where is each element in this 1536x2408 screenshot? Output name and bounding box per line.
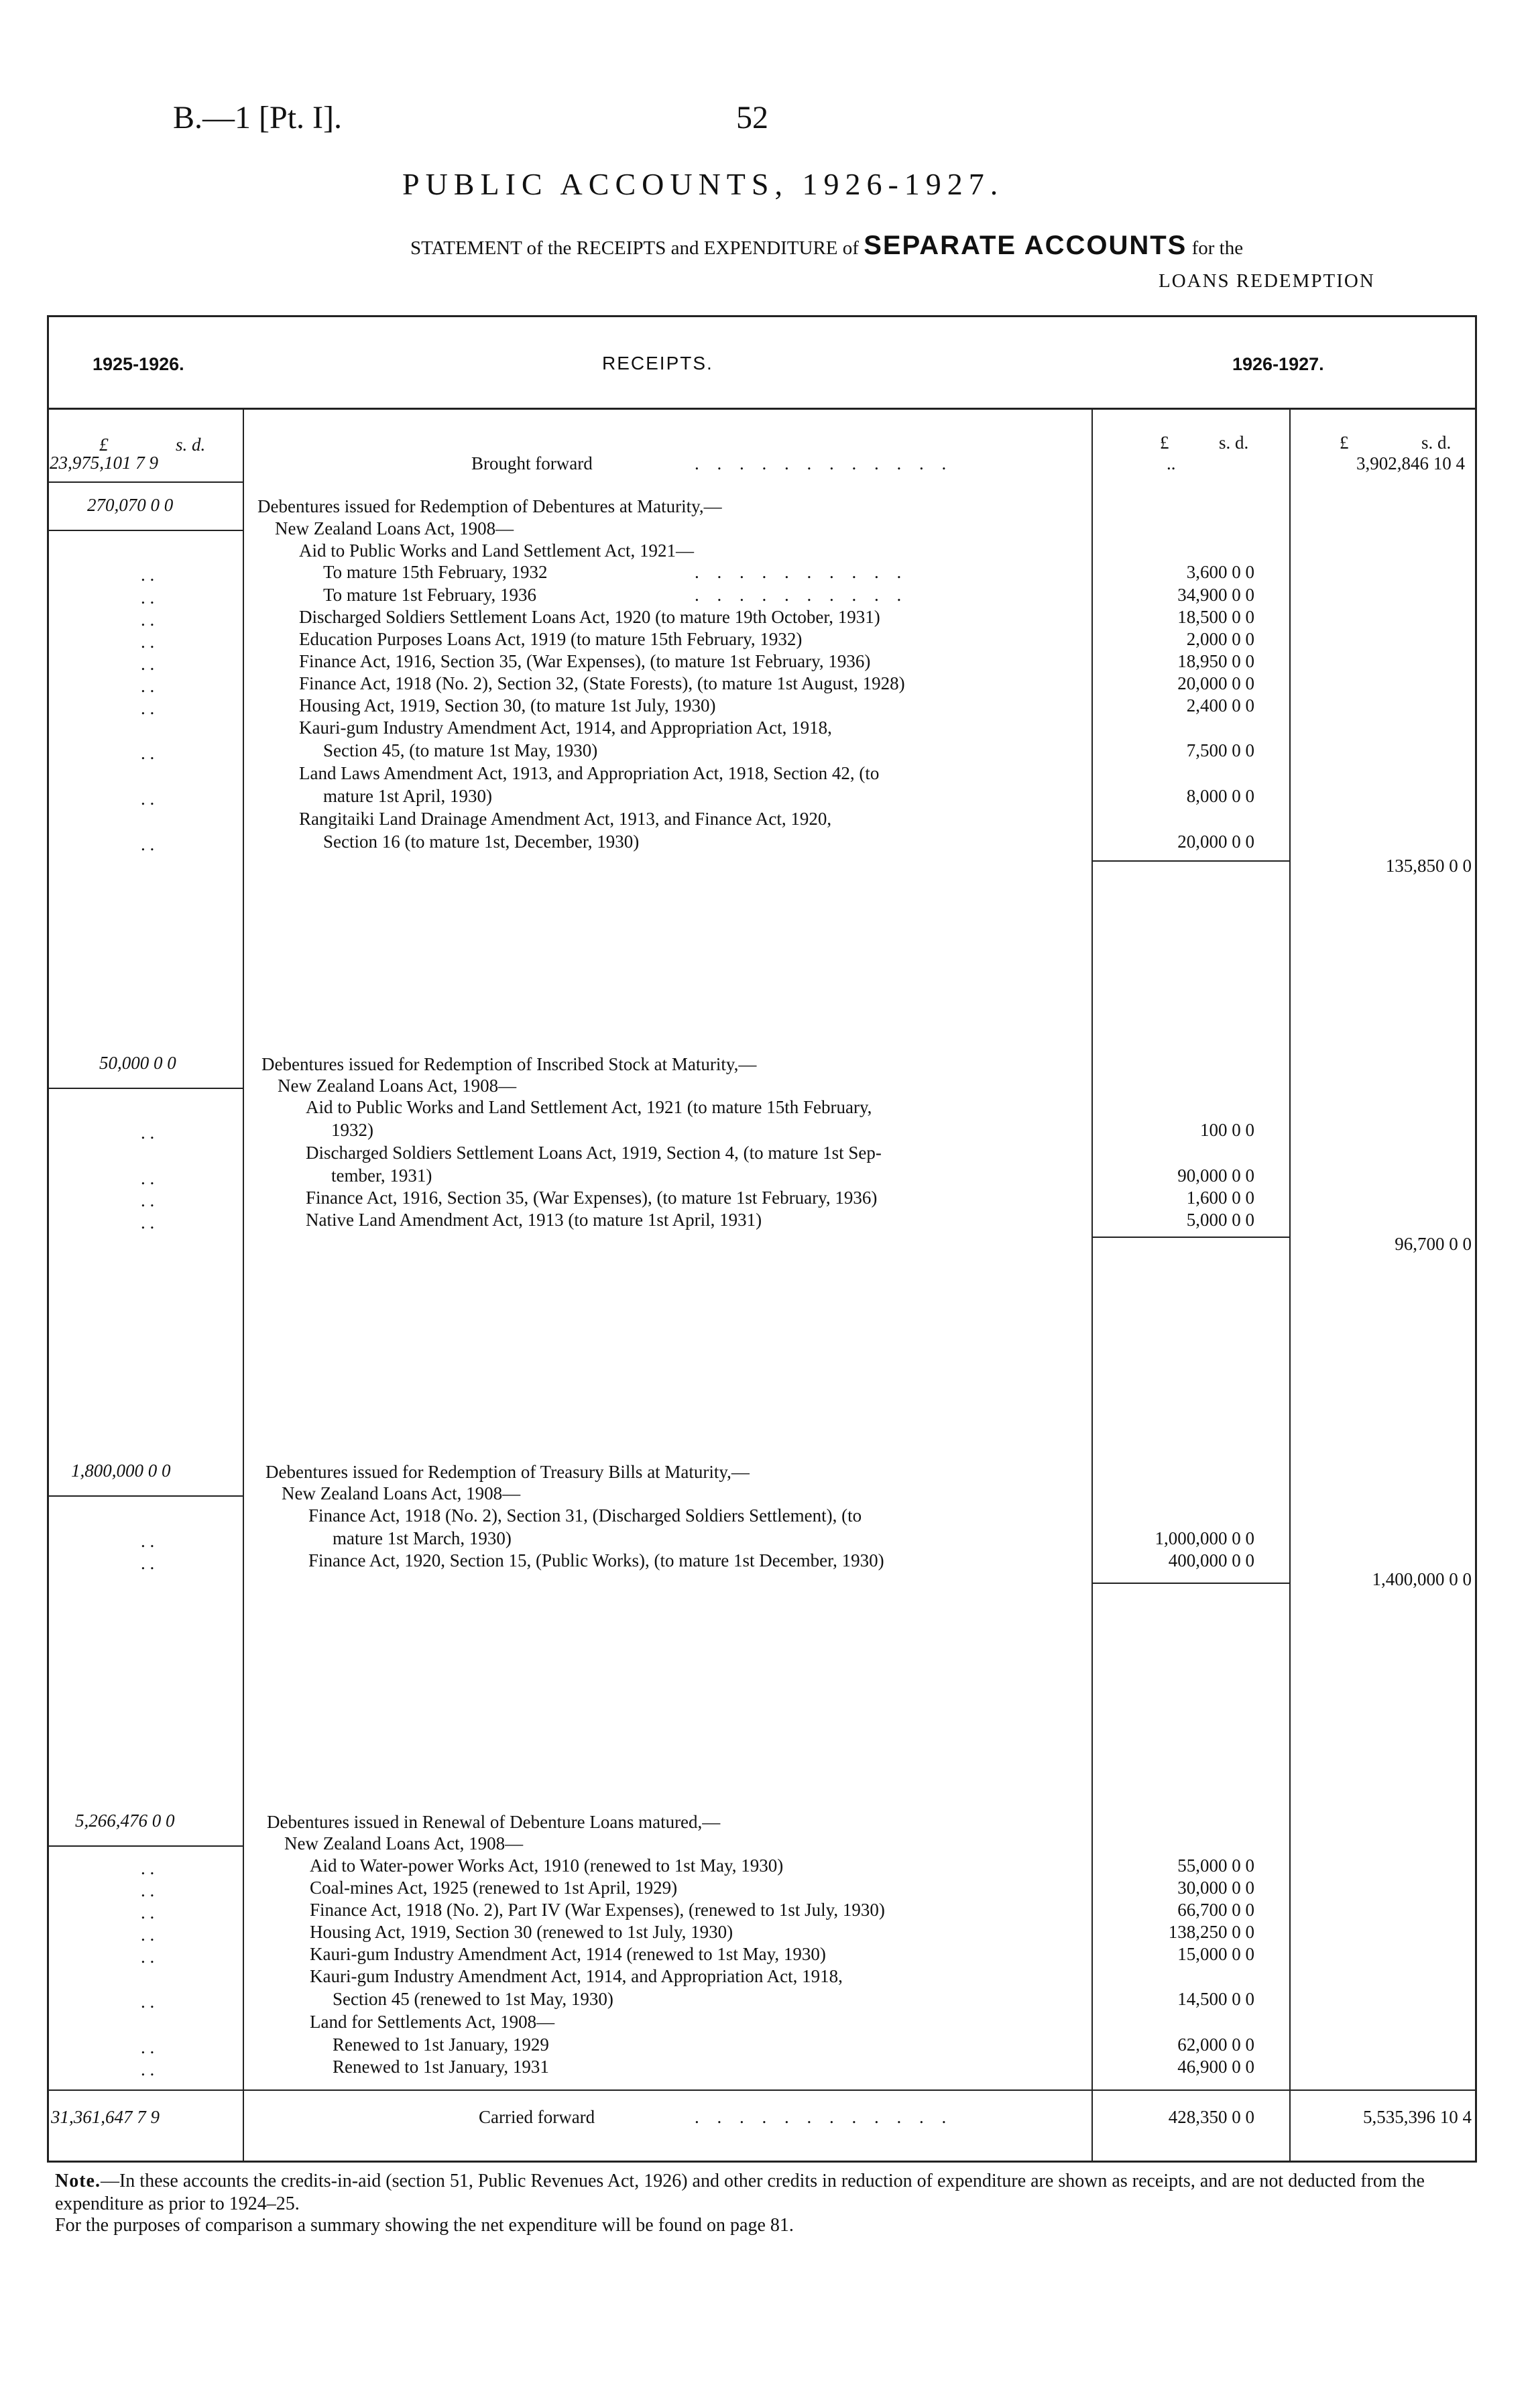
- section1-sub: Aid to Public Works and Land Settlement Act, 1921—: [299, 540, 695, 561]
- section4-amount: 15,000 0 0: [1177, 1944, 1254, 1964]
- prev-dots: . .: [141, 654, 155, 674]
- column-header-1925-1926: 1925-1926.: [93, 354, 184, 374]
- brought-forward-total: 3,902,846 10 4: [1356, 453, 1465, 473]
- section4-prev-rule: [47, 1845, 244, 1847]
- section1-item: Finance Act, 1918 (No. 2), Section 32, (State Forests), (to mature 1st August, 1928): [299, 673, 905, 693]
- table-right-rule: [1475, 315, 1477, 2163]
- section2-amount: 5,000 0 0: [1186, 1210, 1254, 1230]
- section1-item: Land Laws Amendment Act, 1913, and Appropriation Act, 1918, Section 42, (to: [299, 763, 880, 783]
- prev-dots: . .: [141, 1123, 155, 1143]
- section1-prev: 270,070 0 0: [87, 495, 174, 515]
- section3-heading: Debentures issued for Redemption of Treasury Bills at Maturity,—: [265, 1462, 750, 1482]
- unit-sd-prev: s. d.: [176, 435, 206, 455]
- section4-act: New Zealand Loans Act, 1908—: [284, 1833, 524, 1853]
- section1-heading: Debentures issued for Redemption of Debentures at Maturity,—: [257, 496, 722, 516]
- prev-dots: . .: [141, 698, 155, 718]
- unit-pound-total: £: [1340, 433, 1349, 453]
- section1-item: mature 1st April, 1930): [323, 786, 492, 806]
- footnote-comparison: For the purposes of comparison a summary showing the net expenditure will be found on page 81.: [55, 2215, 794, 2236]
- prev-dots: . .: [141, 1190, 155, 1210]
- section2-act: New Zealand Loans Act, 1908—: [278, 1076, 517, 1096]
- section1-item: To mature 15th February, 1932: [323, 562, 548, 582]
- section1-amount: 7,500 0 0: [1186, 740, 1254, 760]
- section1-item: Housing Act, 1919, Section 30, (to mature 1st July, 1930): [299, 695, 716, 715]
- section1-item: Rangitaiki Land Drainage Amendment Act, 1913, and Finance Act, 1920,: [299, 809, 832, 829]
- prev-dots: . .: [141, 1992, 155, 2012]
- section2-amount: 90,000 0 0: [1177, 1165, 1254, 1186]
- leader-dots: . . . . . . . . . .: [695, 585, 908, 605]
- section4-amount: 46,900 0 0: [1177, 2057, 1254, 2077]
- subtitle-pre: STATEMENT of the RECEIPTS and EXPENDITURE of: [410, 237, 859, 259]
- section4-item: Renewed to 1st January, 1929: [333, 2034, 549, 2055]
- footnote-text: —In these accounts the credits-in-aid (section 51, Public Revenues Act, 1926) and other credits in reduction of expenditure are shown as receipts, and are not deducted from the expenditure as prior to 1924–25.: [55, 2171, 1425, 2214]
- subtitle-account-name: LOANS REDEMPTION: [1159, 270, 1375, 292]
- carried-forward-total: 5,535,396 10 4: [1363, 2107, 1472, 2127]
- section3-item: Finance Act, 1918 (No. 2), Section 31, (Discharged Soldiers Settlement), (to: [308, 1505, 862, 1526]
- column-header-receipts: RECEIPTS.: [602, 353, 713, 374]
- section4-item: Section 45 (renewed to 1st May, 1930): [333, 1989, 613, 2009]
- section4-item: Kauri-gum Industry Amendment Act, 1914 (renewed to 1st May, 1930): [310, 1944, 826, 1964]
- statement-subtitle: [410, 231, 1243, 261]
- section2-item: Aid to Public Works and Land Settlement Act, 1921 (to mature 15th February,: [306, 1097, 872, 1117]
- prev-dots: . .: [141, 2059, 155, 2079]
- table-left-rule: [47, 315, 49, 2163]
- footnote-label: Note.: [55, 2171, 101, 2191]
- table-bottom-rule: [47, 2161, 1477, 2163]
- carried-forward-rule: [47, 2089, 1477, 2091]
- section4-item: Land for Settlements Act, 1908—: [310, 2012, 555, 2032]
- unit-sd-detail: s. d.: [1219, 433, 1249, 453]
- unit-pound-detail: £: [1160, 433, 1169, 453]
- section1-item: Education Purposes Loans Act, 1919 (to mature 15th February, 1932): [299, 629, 803, 649]
- carried-forward-prev: 31,361,647 7 9: [51, 2107, 160, 2127]
- section1-amount: 20,000 0 0: [1177, 832, 1254, 852]
- section2-item: 1932): [331, 1120, 373, 1140]
- section1-subtotal-rule: [1091, 860, 1291, 862]
- subtitle-post: for the: [1191, 237, 1244, 259]
- table-top-rule: [47, 315, 1477, 317]
- section3-prev-rule: [47, 1495, 244, 1497]
- section3-item: Finance Act, 1920, Section 15, (Public Works), (to mature 1st December, 1930): [308, 1550, 884, 1570]
- prev-subtotal-rule: [47, 481, 244, 483]
- section1-item: Discharged Soldiers Settlement Loans Act, 1920 (to mature 19th October, 1931): [299, 607, 880, 627]
- prev-dots: . .: [141, 834, 155, 854]
- brought-forward-label: Brought forward: [471, 453, 593, 473]
- leader-dots: . . . . . . . . . . . .: [695, 453, 953, 473]
- section1-total: 135,850 0 0: [1385, 856, 1472, 876]
- section4-item: Renewed to 1st January, 1931: [333, 2057, 549, 2077]
- section3-subtotal-rule: [1091, 1583, 1291, 1584]
- subtitle-highlight: SEPARATE ACCOUNTS: [864, 231, 1187, 260]
- section3-prev: 1,800,000 0 0: [71, 1460, 171, 1481]
- section1-item: To mature 1st February, 1936: [323, 585, 537, 605]
- unit-pound-prev: £: [99, 435, 109, 455]
- section2-item: Finance Act, 1916, Section 35, (War Expenses), (to mature 1st February, 1936): [306, 1188, 878, 1208]
- section3-amount: 1,000,000 0 0: [1155, 1528, 1254, 1548]
- section3-amount: 400,000 0 0: [1168, 1550, 1254, 1570]
- brought-forward-prev: 23,975,101 7 9: [50, 453, 158, 473]
- section3-total: 1,400,000 0 0: [1372, 1569, 1472, 1589]
- section1-amount: 3,600 0 0: [1186, 562, 1254, 582]
- prev-dots: . .: [141, 587, 155, 608]
- prev-dots: . .: [141, 565, 155, 585]
- section3-act: New Zealand Loans Act, 1908—: [282, 1483, 521, 1503]
- prev-dots: . .: [141, 1947, 155, 1967]
- section4-amount: 55,000 0 0: [1177, 1855, 1254, 1876]
- section1-amount: 18,500 0 0: [1177, 607, 1254, 627]
- section3-item: mature 1st March, 1930): [333, 1528, 512, 1548]
- section4-item: Aid to Water-power Works Act, 1910 (renewed to 1st May, 1930): [310, 1855, 784, 1876]
- prev-dots: . .: [141, 1168, 155, 1188]
- section1-item: Section 16 (to mature 1st, December, 1930): [323, 832, 640, 852]
- leader-dots: . . . . . . . . . .: [695, 562, 908, 582]
- section2-prev-rule: [47, 1088, 244, 1089]
- section2-subtotal-rule: [1091, 1237, 1291, 1238]
- section4-amount: 138,250 0 0: [1168, 1922, 1254, 1942]
- prev-dots: . .: [141, 1880, 155, 1900]
- section4-item: Coal-mines Act, 1925 (renewed to 1st April, 1929): [310, 1878, 678, 1898]
- prev-dots: . .: [141, 1553, 155, 1573]
- section4-amount: 62,000 0 0: [1177, 2034, 1254, 2055]
- prev-dots: . .: [141, 743, 155, 763]
- brought-forward-detail: ..: [1167, 453, 1176, 473]
- section1-amount: 20,000 0 0: [1177, 673, 1254, 693]
- section2-total: 96,700 0 0: [1395, 1234, 1472, 1254]
- section1-act: New Zealand Loans Act, 1908—: [275, 518, 514, 538]
- section4-prev: 5,266,476 0 0: [75, 1811, 175, 1831]
- leader-dots: . . . . . . . . . . . .: [695, 2107, 953, 2127]
- header-bottom-rule: [47, 408, 1477, 410]
- section4-item: Kauri-gum Industry Amendment Act, 1914, and Appropriation Act, 1918,: [310, 1966, 843, 1986]
- section1-prev-rule: [47, 530, 244, 531]
- section2-heading: Debentures issued for Redemption of Inscribed Stock at Maturity,—: [261, 1054, 757, 1074]
- prev-dots: . .: [141, 1858, 155, 1878]
- carried-forward-detail: 428,350 0 0: [1168, 2107, 1254, 2127]
- section4-item: Housing Act, 1919, Section 30 (renewed to 1st July, 1930): [310, 1922, 733, 1942]
- column-divider-detail: [1091, 408, 1093, 2163]
- section1-item: Kauri-gum Industry Amendment Act, 1914, and Appropriation Act, 1918,: [299, 718, 832, 738]
- section4-amount: 30,000 0 0: [1177, 1878, 1254, 1898]
- section1-amount: 2,400 0 0: [1186, 695, 1254, 715]
- footnote: [55, 2170, 1517, 2216]
- section2-amount: 1,600 0 0: [1186, 1188, 1254, 1208]
- section1-amount: 2,000 0 0: [1186, 629, 1254, 649]
- prev-dots: . .: [141, 632, 155, 652]
- column-header-1926-1927: 1926-1927.: [1232, 354, 1324, 374]
- section2-item: tember, 1931): [331, 1165, 432, 1186]
- document-reference: B.—1 [Pt. I].: [173, 100, 342, 135]
- section4-amount: 66,700 0 0: [1177, 1900, 1254, 1920]
- column-divider-prev: [243, 408, 244, 2163]
- section4-item: Finance Act, 1918 (No. 2), Part IV (War Expenses), (renewed to 1st July, 1930): [310, 1900, 885, 1920]
- section4-heading: Debentures issued in Renewal of Debenture Loans matured,—: [267, 1812, 721, 1832]
- page-title: PUBLIC ACCOUNTS, 1926-1927.: [402, 167, 1004, 201]
- column-divider-total: [1289, 408, 1291, 2163]
- section1-amount: 8,000 0 0: [1186, 786, 1254, 806]
- section1-item: Section 45, (to mature 1st May, 1930): [323, 740, 598, 760]
- prev-dots: . .: [141, 1902, 155, 1923]
- prev-dots: . .: [141, 2037, 155, 2057]
- prev-dots: . .: [141, 1212, 155, 1232]
- section2-item: Discharged Soldiers Settlement Loans Act, 1919, Section 4, (to mature 1st Sep-: [306, 1143, 882, 1163]
- unit-sd-total: s. d.: [1421, 433, 1452, 453]
- prev-dots: . .: [141, 1925, 155, 1945]
- section2-amount: 100 0 0: [1200, 1120, 1254, 1140]
- section2-item: Native Land Amendment Act, 1913 (to mature 1st April, 1931): [306, 1210, 762, 1230]
- prev-dots: . .: [141, 676, 155, 696]
- section1-item: Finance Act, 1916, Section 35, (War Expenses), (to mature 1st February, 1936): [299, 651, 871, 671]
- section1-amount: 34,900 0 0: [1177, 585, 1254, 605]
- page-number: 52: [736, 100, 768, 135]
- prev-dots: . .: [141, 610, 155, 630]
- carried-forward-label: Carried forward: [479, 2107, 595, 2127]
- section2-prev: 50,000 0 0: [99, 1053, 176, 1073]
- section1-amount: 18,950 0 0: [1177, 651, 1254, 671]
- prev-dots: . .: [141, 789, 155, 809]
- prev-dots: . .: [141, 1531, 155, 1551]
- section4-amount: 14,500 0 0: [1177, 1989, 1254, 2009]
